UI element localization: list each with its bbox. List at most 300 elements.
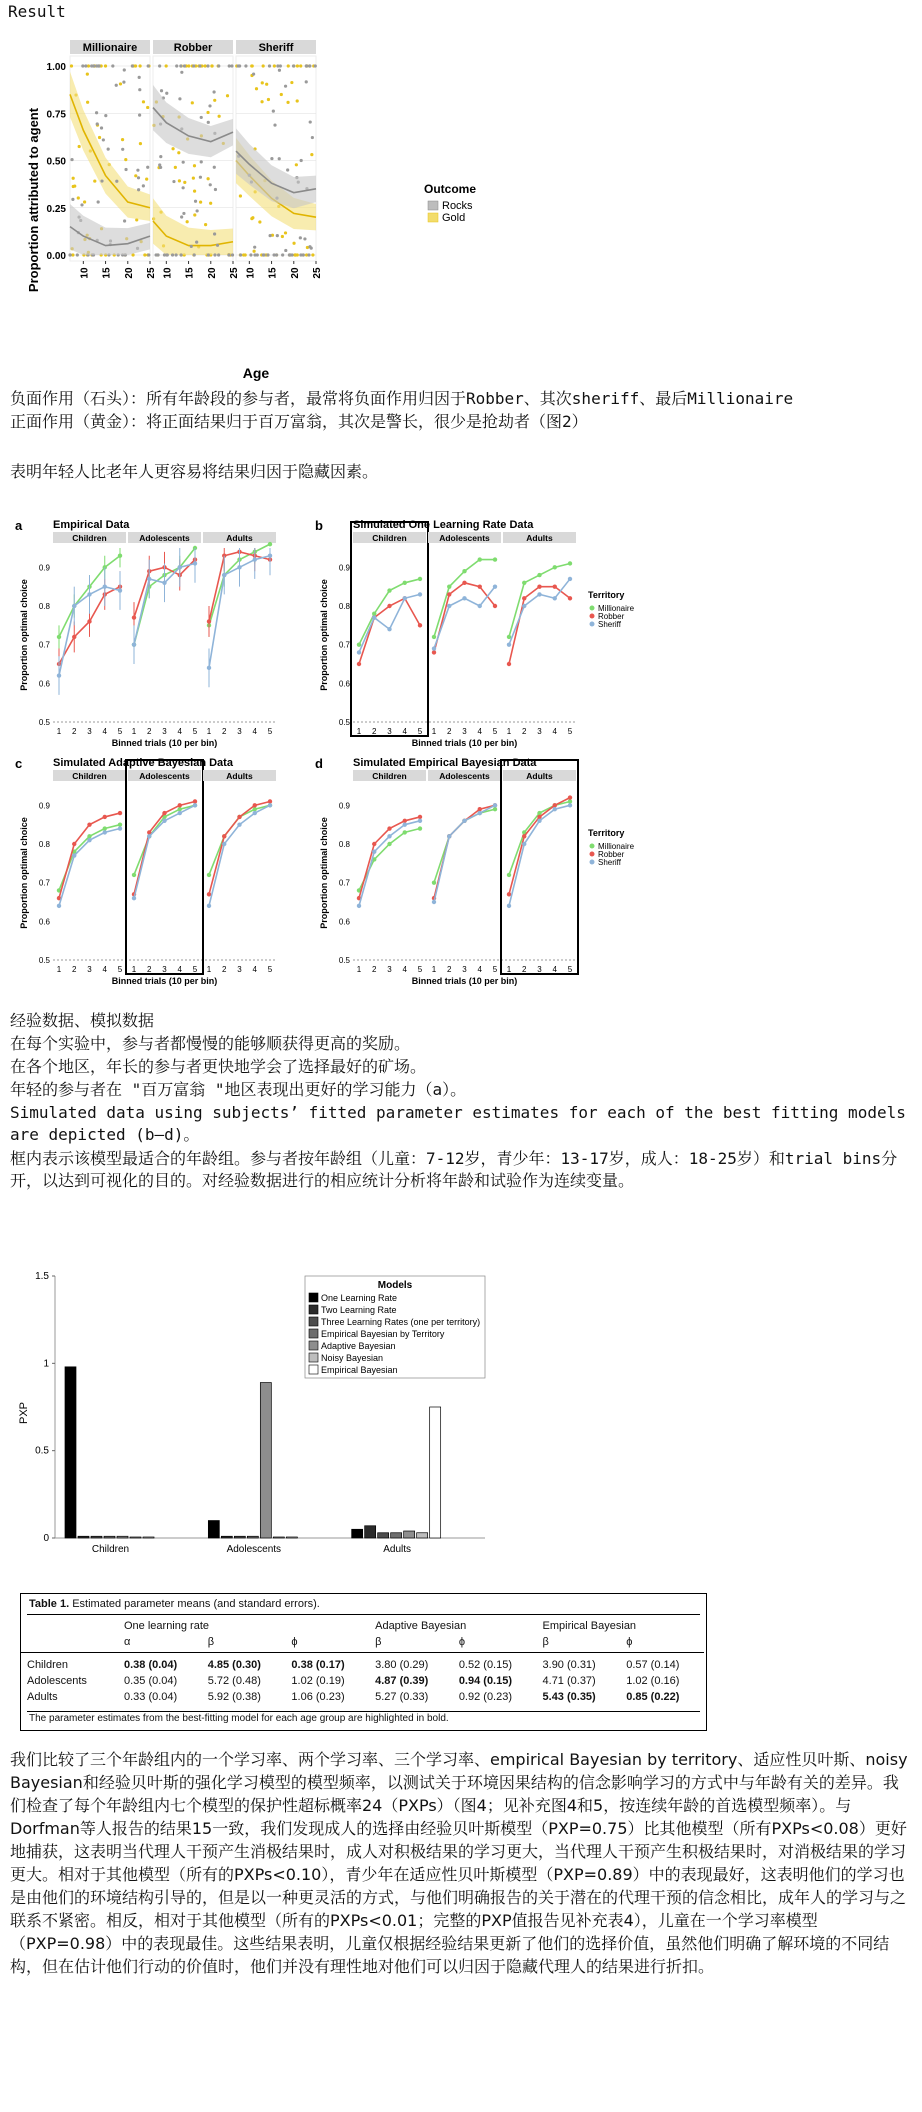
rocks-point: [305, 64, 308, 67]
x-tick-label: 4: [252, 965, 257, 974]
x-tick-label: 2: [72, 727, 77, 736]
sheriff-point: [222, 573, 226, 577]
robber-point: [553, 803, 557, 807]
sheriff-line: [359, 594, 420, 652]
sheriff-point: [103, 830, 107, 834]
y-axis-label: Proportion optimal choice: [319, 579, 329, 691]
y-tick-label: 0.8: [38, 602, 50, 611]
sheriff-point: [387, 834, 391, 838]
panel-title: Robber: [173, 42, 213, 54]
rocks-point: [284, 249, 287, 252]
x-tick-label: 3: [162, 965, 167, 974]
x-tick-label: 2: [522, 727, 527, 736]
legend-label: Sheriff: [598, 858, 621, 867]
gold-point: [262, 64, 265, 67]
x-axis-label: Binned trials (10 per bin): [111, 976, 218, 986]
rocks-point: [309, 120, 312, 123]
sheriff-point: [57, 904, 61, 908]
rocks-point: [147, 64, 150, 67]
gold-point: [251, 216, 254, 219]
x-tick-label: 1: [506, 727, 512, 736]
sheriff-point: [178, 565, 182, 569]
gold-point: [261, 81, 264, 84]
gold-point: [142, 100, 145, 103]
gold-point: [186, 220, 189, 223]
gold-point: [296, 64, 299, 67]
x-tick-label: 10: [162, 267, 174, 279]
sheriff-point: [507, 642, 511, 646]
sheriff-point: [507, 904, 511, 908]
rocks-point: [81, 64, 84, 67]
legend-swatch: [590, 844, 595, 849]
pxp-bar: [417, 1533, 428, 1538]
table-cell: 0.35 (0.04): [124, 1675, 178, 1687]
x-tick-label: 1: [356, 965, 362, 974]
rocks-point: [213, 253, 216, 256]
group-label: Adolescents: [439, 533, 490, 543]
legend-swatch: [590, 852, 595, 857]
rocks-point: [138, 88, 141, 91]
rocks-point: [207, 121, 210, 124]
gold-point: [119, 82, 122, 85]
millionaire-point: [118, 822, 122, 826]
sheriff-point: [403, 822, 407, 826]
rocks-point: [305, 80, 308, 83]
pxp-bar: [143, 1537, 154, 1538]
rocks-point: [252, 73, 255, 76]
gold-point: [98, 136, 101, 139]
x-tick-label: 1: [131, 727, 137, 736]
gold-point: [174, 166, 177, 169]
table-cell: 0.33 (0.04): [124, 1691, 178, 1703]
model-comparison-paragraph: 我们比较了三个年龄组内的一个学习率、两个学习率、三个学习率、empirical Bayesian by territory、适应性贝叶斯、noisy Bayesian和经验贝叶斯的强化学习模型的模型频率，以测试关于环境因果结构的信念影响学习的方式中与年龄有关的差异。我们检查了每个年龄组内七个模型的保护性超标概率24（PXPs）（图4；见补充图4和5，按连续年龄的首选模型频率）。与Dorfman等人报告的结果15一致，我们发现成人的选择由经验贝叶斯模型（PXP=0.75）比其他模型（所有PXPs<0.08）更好地捕获，这表明当代理人干预产生消极结果时，成人对积极结果的学习更大，当代理人干预产生积极结果时，对消极结果的学习更大。相对于其他模型（所有的PXPs<0.10），青少年在适应性贝叶斯模型（PXP=0.89）中的表现最好，这表明他们的学习也是由他们的环境结构引导的，但是以一种更灵活的方式，与他们明确报告的关于潜在的代理干预的信念相比，成年人的学习与之联系不紧密。相反，相对于其他模型（所有的PXPs<0.01；完整的PXP值报告见补充表4），儿童在一个学习率模型（PXP=0.98）中的表现最佳。这些结果表明，儿童仅根据经验结果更新了他们的选择价值，虽然他们明确了解环境的不同结构，但在估计他们行动的价值时，他们并没有理性地对他们可以归因于隐藏代理人的结果进行折扣。: [10, 1750, 913, 1976]
x-tick-label: 2: [222, 965, 227, 974]
sheriff-point: [357, 904, 361, 908]
robber-point: [568, 596, 572, 600]
x-tick-label: 5: [492, 965, 498, 974]
millionaire-point: [207, 873, 211, 877]
sheriff-point: [372, 615, 376, 619]
x-tick-label: 25: [229, 267, 240, 279]
robber-point: [387, 826, 391, 830]
millionaire-point: [553, 565, 557, 569]
table-cell: 0.94 (0.15): [458, 1675, 513, 1687]
table-cell: 1.02 (0.16): [626, 1675, 680, 1687]
y-tick-label: 0.50: [46, 156, 66, 168]
legend-label: Robber: [598, 612, 625, 621]
rocks-point: [272, 253, 275, 256]
y-axis-label: Proportion optimal choice: [19, 579, 29, 691]
table-footnote: The parameter estimates from the best-fitting model for each age group are highlighted in bold.: [29, 1713, 449, 1724]
gold-point: [143, 253, 146, 256]
x-tick-label: 5: [417, 727, 423, 736]
y-tick-label: 0.00: [46, 251, 66, 262]
gold-point: [204, 64, 207, 67]
gold-point: [177, 151, 180, 154]
millionaire-point: [568, 561, 572, 565]
robber-point: [372, 842, 376, 846]
robber-point: [462, 581, 466, 585]
robber-point: [493, 604, 497, 608]
rocks-point: [102, 138, 105, 141]
gold-point: [253, 250, 256, 253]
millionaire-point: [493, 807, 497, 811]
table-cell: 3.90 (0.31): [542, 1659, 596, 1671]
group-label: Children: [72, 533, 107, 543]
gold-point: [267, 98, 270, 101]
pxp-bar: [91, 1536, 102, 1538]
x-tick-label: 4: [402, 727, 407, 736]
rocks-point: [179, 253, 182, 256]
rocks-point: [138, 114, 141, 117]
sheriff-point: [57, 673, 61, 677]
sheriff-point: [87, 838, 91, 842]
legend-label: Empirical Bayesian: [321, 1365, 398, 1375]
millionaire-point: [403, 581, 407, 585]
x-tick-label: 1: [206, 727, 212, 736]
rocks-point: [307, 253, 310, 256]
x-axis-label: Binned trials (10 per bin): [411, 976, 518, 986]
rocks-point: [286, 168, 289, 171]
gold-point: [311, 253, 314, 256]
group-label: Adolescents: [226, 1544, 282, 1555]
sheriff-point: [118, 826, 122, 830]
rocks-point: [308, 64, 311, 67]
rocks-point: [147, 253, 150, 256]
text-conclusion: 表明年轻人比老年人更容易将结果归因于隐藏因素。: [10, 462, 379, 481]
millionaire-point: [462, 569, 466, 573]
table-caption-text: Estimated parameter means (and standard errors).: [72, 1598, 320, 1610]
millionaire-point: [87, 834, 91, 838]
pxp-bar: [117, 1536, 128, 1538]
gold-point: [218, 115, 221, 118]
gold-point: [146, 106, 149, 109]
rocks-point: [302, 253, 305, 256]
learning-panel: [15, 518, 276, 748]
table-cell: 0.92 (0.23): [458, 1691, 513, 1703]
legend-label: Millionaire: [598, 842, 635, 851]
rocks-point: [272, 110, 275, 113]
rocks-point: [90, 64, 93, 67]
rocks-point: [178, 97, 181, 100]
y-tick-label: 0.9: [38, 563, 50, 573]
y-tick-label: 0.25: [46, 203, 66, 215]
robber-point: [507, 662, 511, 666]
rocks-point: [182, 186, 185, 189]
x-tick-label: 20: [206, 267, 218, 279]
y-tick-label: 0.6: [38, 679, 50, 689]
y-tick-label: 1: [43, 1358, 49, 1370]
sheriff-point: [222, 842, 226, 846]
table-cell: 4.87 (0.39): [375, 1675, 429, 1687]
gold-point: [280, 93, 283, 96]
gold-point: [72, 177, 75, 180]
rocks-point: [249, 253, 252, 256]
pxp-bar: [365, 1526, 376, 1538]
sheriff-point: [537, 592, 541, 596]
sheriff-point: [432, 646, 436, 650]
robber-point: [387, 604, 391, 608]
gold-point: [77, 196, 80, 199]
legend-label: Robber: [598, 850, 625, 859]
table-sub-header: ϕ: [626, 1636, 633, 1648]
legend-swatch: [309, 1293, 318, 1302]
gold-point: [209, 202, 212, 205]
x-tick-label: 2: [447, 727, 452, 736]
rocks-point: [212, 90, 215, 93]
gold-point: [134, 174, 137, 177]
millionaire-point: [178, 807, 182, 811]
text2-line5: Simulated data using subjects’ fitted parameter estimates for each of the best fitting models are depicted (b–d)。: [10, 1103, 916, 1144]
legend-label: Noisy Bayesian: [321, 1353, 384, 1363]
x-tick-label: 20: [123, 267, 135, 279]
group-label: Adults: [226, 533, 253, 543]
gold-point: [295, 163, 298, 166]
territory-legend-title: Territory: [588, 828, 625, 838]
rocks-point: [190, 245, 193, 248]
x-tick-label: 4: [252, 727, 257, 736]
rocks-point: [179, 64, 182, 67]
x-tick-label: 5: [567, 727, 573, 736]
gold-point: [86, 101, 89, 104]
table-caption-label: Table 1.: [29, 1598, 70, 1610]
x-tick-label: 5: [192, 965, 198, 974]
gold-point: [171, 147, 174, 150]
robber-point: [357, 662, 361, 666]
pxp-bar: [273, 1537, 284, 1538]
rocks-point: [279, 64, 282, 67]
sheriff-point: [493, 803, 497, 807]
rocks-point: [214, 188, 217, 191]
robber-point: [118, 811, 122, 815]
rocks-point: [314, 64, 317, 67]
rocks-point: [273, 123, 276, 126]
pxp-bar: [430, 1407, 441, 1538]
millionaire-point: [418, 826, 422, 830]
rocks-point: [146, 166, 149, 169]
table-cell: 4.71 (0.37): [542, 1675, 596, 1687]
x-tick-label: 1: [356, 727, 362, 736]
gold-point: [187, 64, 190, 67]
rocks-point: [209, 183, 212, 186]
millionaire-point: [568, 799, 572, 803]
millionaire-point: [493, 557, 497, 561]
x-tick-label: 2: [72, 965, 77, 974]
learning-panel: [315, 756, 635, 986]
x-tick-label: 4: [102, 727, 107, 736]
y-tick-label: 0.7: [38, 640, 50, 650]
sheriff-point: [462, 819, 466, 823]
sheriff-point: [493, 584, 497, 588]
gold-point: [73, 184, 76, 187]
robber-point: [207, 619, 211, 623]
gold-point: [286, 101, 289, 104]
gold-point: [239, 194, 242, 197]
millionaire-point: [537, 811, 541, 815]
rocks-point: [97, 200, 100, 203]
table-sub-header: ϕ: [458, 1636, 465, 1648]
rocks-point: [199, 176, 202, 179]
table-sub-header-row: [21, 1634, 704, 1650]
pxp-figure: [15, 1268, 495, 1573]
rocks-point: [276, 234, 279, 237]
sheriff-point: [72, 604, 76, 608]
rocks-point: [115, 84, 118, 87]
millionaire-point: [268, 542, 272, 546]
table-cell: 1.06 (0.23): [291, 1691, 345, 1703]
x-tick-label: 10: [79, 267, 91, 279]
group-label: Adults: [226, 771, 253, 781]
sheriff-point: [418, 592, 422, 596]
table-cell: 0.52 (0.15): [458, 1659, 513, 1671]
gold-point: [292, 242, 295, 245]
table-sub-header: α: [124, 1636, 131, 1648]
x-tick-label: 4: [177, 965, 182, 974]
robber-point: [178, 803, 182, 807]
sheriff-point: [553, 596, 557, 600]
table-row: [21, 1657, 704, 1673]
robber-point: [162, 811, 166, 815]
sheriff-point: [103, 584, 107, 588]
robber-point: [72, 635, 76, 639]
rocks-point: [278, 157, 281, 160]
rocks-point: [123, 68, 126, 71]
millionaire-point: [507, 635, 511, 639]
robber-point: [87, 619, 91, 623]
panel-title: Sheriff: [258, 42, 294, 54]
sheriff-point: [237, 822, 241, 826]
gold-point: [281, 235, 284, 238]
gold-point: [290, 81, 293, 84]
rocks-point: [137, 188, 140, 191]
y-tick-label: 0.8: [338, 602, 350, 611]
gold-point: [71, 253, 74, 256]
models-legend: [305, 1276, 485, 1378]
pxp-bar: [234, 1536, 245, 1538]
rocks-point: [239, 253, 242, 256]
x-tick-label: 5: [267, 727, 273, 736]
robber-point: [418, 815, 422, 819]
rocks-point: [194, 200, 197, 203]
rocks-point: [268, 64, 271, 67]
sheriff-point: [478, 604, 482, 608]
gold-point: [193, 164, 196, 167]
rocks-point: [182, 212, 185, 215]
millionaire-point: [447, 584, 451, 588]
sheriff-point: [132, 896, 136, 900]
y-tick-label: 0.75: [46, 109, 66, 121]
gold-point: [204, 223, 207, 226]
robber-point: [478, 807, 482, 811]
robber-point: [507, 892, 511, 896]
millionaire-point: [403, 830, 407, 834]
rocks-point: [68, 253, 71, 256]
rocks-point: [292, 64, 295, 67]
x-axis-label: Binned trials (10 per bin): [411, 738, 518, 748]
x-tick-label: 3: [162, 727, 167, 736]
rocks-point: [303, 237, 306, 240]
table-sub-header: β: [542, 1636, 549, 1648]
gold-point: [83, 200, 86, 203]
x-tick-label: 2: [222, 727, 227, 736]
learning-curves-figure: [15, 518, 635, 988]
rocks-point: [121, 148, 124, 151]
group-label: Adults: [526, 771, 553, 781]
legend-label: Adaptive Bayesian: [321, 1341, 396, 1351]
text2-line6: 框内表示该模型最适合的年龄组。参与者按年龄组（儿童：7-12岁，青少年：13-17岁，成人：18-25岁）和trial bins分开，以达到可视化的目的。对经验数据进行的相应统计分析将年龄和试验作为连续变量。: [10, 1149, 898, 1190]
gold-point: [226, 94, 229, 97]
sheriff-point: [193, 561, 197, 565]
rocks-point: [193, 253, 196, 256]
y-tick-label: 0.9: [38, 801, 50, 811]
table-cell: 5.72 (0.48): [207, 1675, 261, 1687]
legend-label: Millionaire: [598, 604, 635, 613]
x-tick-label: 1: [206, 965, 212, 974]
table-cell: 0.85 (0.22): [626, 1691, 680, 1703]
rocks-point: [182, 161, 185, 164]
robber-point: [207, 892, 211, 896]
rocks-point: [158, 64, 161, 67]
table-group-header: Empirical Bayesian: [542, 1620, 637, 1632]
robber-point: [537, 815, 541, 819]
millionaire-point: [118, 554, 122, 558]
pxp-bar: [78, 1536, 89, 1538]
gold-point: [165, 64, 168, 67]
robber-point: [403, 819, 407, 823]
rocks-point: [165, 92, 168, 95]
table-cell: 0.38 (0.04): [124, 1659, 178, 1671]
y-tick-label: 0.6: [38, 917, 50, 927]
rocks-point: [172, 180, 175, 183]
learning-panel: [315, 518, 635, 748]
rocks-point: [174, 253, 177, 256]
text2-line4: 年轻的参与者在 "百万富翁 "地区表现出更好的学习能力（a）。: [10, 1080, 467, 1099]
table-caption: [29, 1598, 320, 1610]
x-tick-label: 15: [267, 267, 279, 279]
x-tick-label: 1: [506, 965, 512, 974]
panel-title: Simulated Adaptive Bayesian Data: [53, 757, 233, 769]
group-label: Children: [372, 771, 407, 781]
y-tick-label: 0.8: [38, 840, 50, 849]
panel-title: Millionaire: [82, 42, 138, 54]
pxp-ylabel: PXP: [18, 1401, 30, 1425]
rocks-point: [192, 64, 195, 67]
rocks-point: [155, 253, 158, 256]
pxp-bar: [404, 1531, 415, 1538]
y-tick-label: 0.7: [338, 878, 350, 888]
legend-swatch: [309, 1341, 318, 1350]
fig1-ylabel: Proportion attributed to agent: [26, 107, 41, 293]
rocks-point: [124, 168, 127, 171]
robber-point: [568, 795, 572, 799]
gold-point: [86, 73, 89, 76]
gold-point: [287, 64, 290, 67]
x-tick-label: 1: [56, 965, 62, 974]
legend-swatch: [309, 1317, 318, 1326]
x-tick-label: 1: [431, 727, 437, 736]
group-label: Adults: [383, 1544, 412, 1555]
rocks-point: [136, 169, 139, 172]
text-negative-effect: 负面作用（石头）：所有年龄段的参与者，最常将负面作用归因于Robber、其次sheriff、最后Millionaire: [10, 389, 794, 408]
table-group-header-row: [21, 1618, 704, 1634]
x-tick-label: 2: [147, 727, 152, 736]
x-tick-label: 3: [87, 727, 92, 736]
rocks-point: [311, 136, 314, 139]
legend-swatch: [590, 860, 595, 865]
result-label: Result: [8, 2, 66, 21]
x-tick-label: 5: [117, 965, 123, 974]
rocks-point: [308, 245, 311, 248]
